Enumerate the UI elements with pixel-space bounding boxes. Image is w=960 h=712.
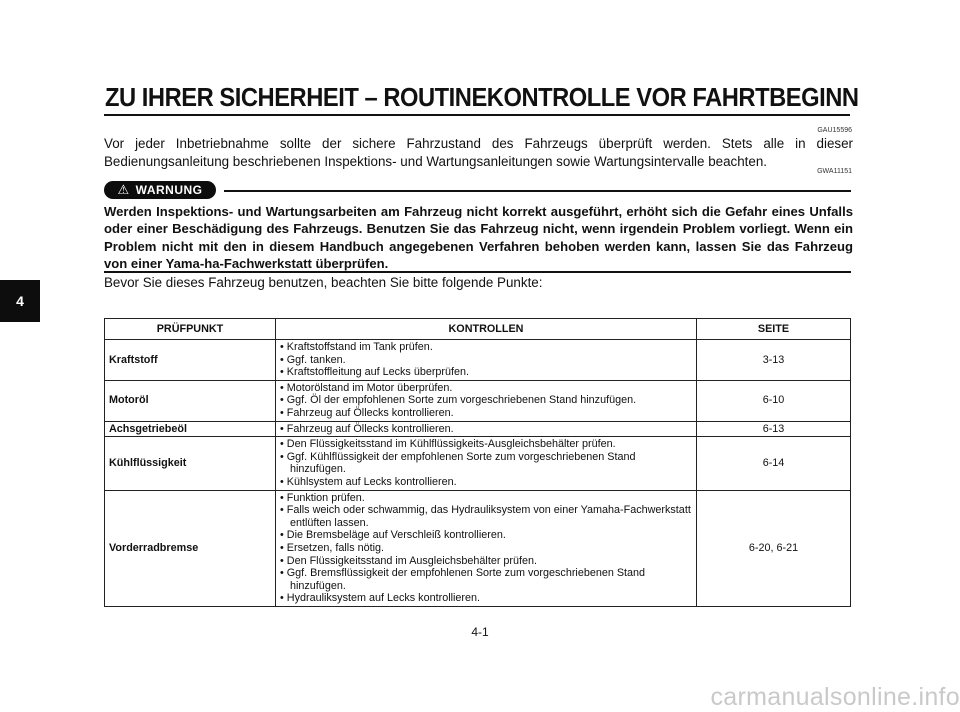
table-row [105,380,851,421]
watermark: carmanualsonline.info [710,683,960,711]
row-page-ref: 6-14 [697,437,851,490]
table-header-row [105,319,851,340]
check-item: • Funktion prüfen. [280,491,365,504]
row-page-ref: 6-13 [697,421,851,437]
chapter-tab: 4 [0,280,40,322]
row-page-ref: 3-13 [697,340,851,381]
header-checks: KONTROLLEN [276,319,697,340]
warning-reference-code: GWA11151 [817,168,852,175]
row-page-ref: 6-20, 6-21 [697,490,851,606]
checklist-table [104,318,851,607]
table-row [105,421,851,437]
table-body [105,340,851,607]
check-item: • Den Flüssigkeitsstand im Kühlflüssigkeits-Ausgleichsbehälter prüfen. [280,438,616,451]
row-checks [276,380,697,421]
row-item-name: Achsgetriebeöl [105,421,276,437]
check-item: • Kühlsystem auf Lecks kontrollieren. [280,475,457,488]
intro-paragraph: Vor jeder Inbetriebnahme sollte der sichere Fahrzustand des Fahrzeugs überprüft werden. Stets alle in dieser Bedienungsanleitung beschriebenen Inspektions- und Wartungsanleitungen sowie Wartungsintervalle beachten. [104,136,853,169]
check-item: • Ggf. Kühlflüssigkeit der empfohlenen Sorte zum vorgeschriebenen Stand hinzufügen. [280,450,636,476]
title-rule [104,114,850,116]
check-item: • Fahrzeug auf Öllecks kontrollieren. [280,406,454,419]
check-item: • Ersetzen, falls nötig. [280,541,384,554]
table-row [105,437,851,490]
check-item: • Kraftstoffleitung auf Lecks überprüfen. [280,366,470,379]
row-page-ref: 6-10 [697,380,851,421]
check-item: • Kraftstoffstand im Tank prüfen. [280,341,433,353]
check-item: • Den Flüssigkeitsstand im Ausgleichsbehälter prüfen. [280,554,538,567]
row-item-name: Kraftstoff [105,340,276,381]
row-checks [276,437,697,490]
table-row [105,490,851,606]
row-item-name: Vorderradbremse [105,490,276,606]
check-item: • Motorölstand im Motor überprüfen. [280,381,453,394]
reference-code: GAU15596 [817,127,852,134]
row-checks [276,421,697,437]
check-item: • Ggf. Bremsflüssigkeit der empfohlenen Sorte zum vorgeschriebenen Stand hinzufügen. [280,567,646,592]
header-page: SEITE [697,319,851,340]
row-checks [276,490,697,606]
header-item: PRÜFPUNKT [105,319,276,340]
lead-text: Bevor Sie dieses Fahrzeug benutzen, beachten Sie bitte folgende Punkte: [104,275,543,290]
warning-badge [104,181,216,199]
warning-text: Werden Inspektions- und Wartungsarbeiten am Fahrzeug nicht korrekt ausgeführt, erhöht sich die Gefahr eines Unfalls oder einer Beschädigung des Fahrzeugs. Benutzen Sie das Fahrzeug nicht, wenn irgendein Problem vorliegt. Wenn ein Problem nicht mit den in diesem Handbuch angegebenen Verfahren behoben werden kann, lassen Sie das Fahrzeug von einer Yama-ha-Fachwerkstatt überprüfen. [104,204,853,271]
row-item-name: Kühlflüssigkeit [105,437,276,490]
check-item: • Ggf. tanken. [280,353,346,366]
row-item-name: Motoröl [105,380,276,421]
warning-divider [224,190,851,192]
check-item: • Falls weich oder schwammig, das Hydrauliksystem von einer Yamaha-Fachwerkstatt entlüften lassen. [280,504,691,529]
warning-triangle-icon: ⚠ [117,182,130,197]
table-row [105,340,851,381]
check-item: • Die Bremsbeläge auf Verschleiß kontrollieren. [280,529,506,542]
page-title: ZU IHRER SICHERHEIT – ROUTINEKONTROLLE VOR FAHRTBEGINN [105,84,859,112]
check-item: • Hydrauliksystem auf Lecks kontrollieren. [280,592,481,605]
warning-bottom-rule [104,271,851,273]
page-number: 4-1 [471,625,489,639]
warning-label: WARNUNG [135,183,203,197]
check-item: • Ggf. Öl der empfohlenen Sorte zum vorgeschriebenen Stand hinzufügen. [280,394,637,407]
row-checks [276,340,697,381]
check-item: • Fahrzeug auf Öllecks kontrollieren. [280,422,454,435]
